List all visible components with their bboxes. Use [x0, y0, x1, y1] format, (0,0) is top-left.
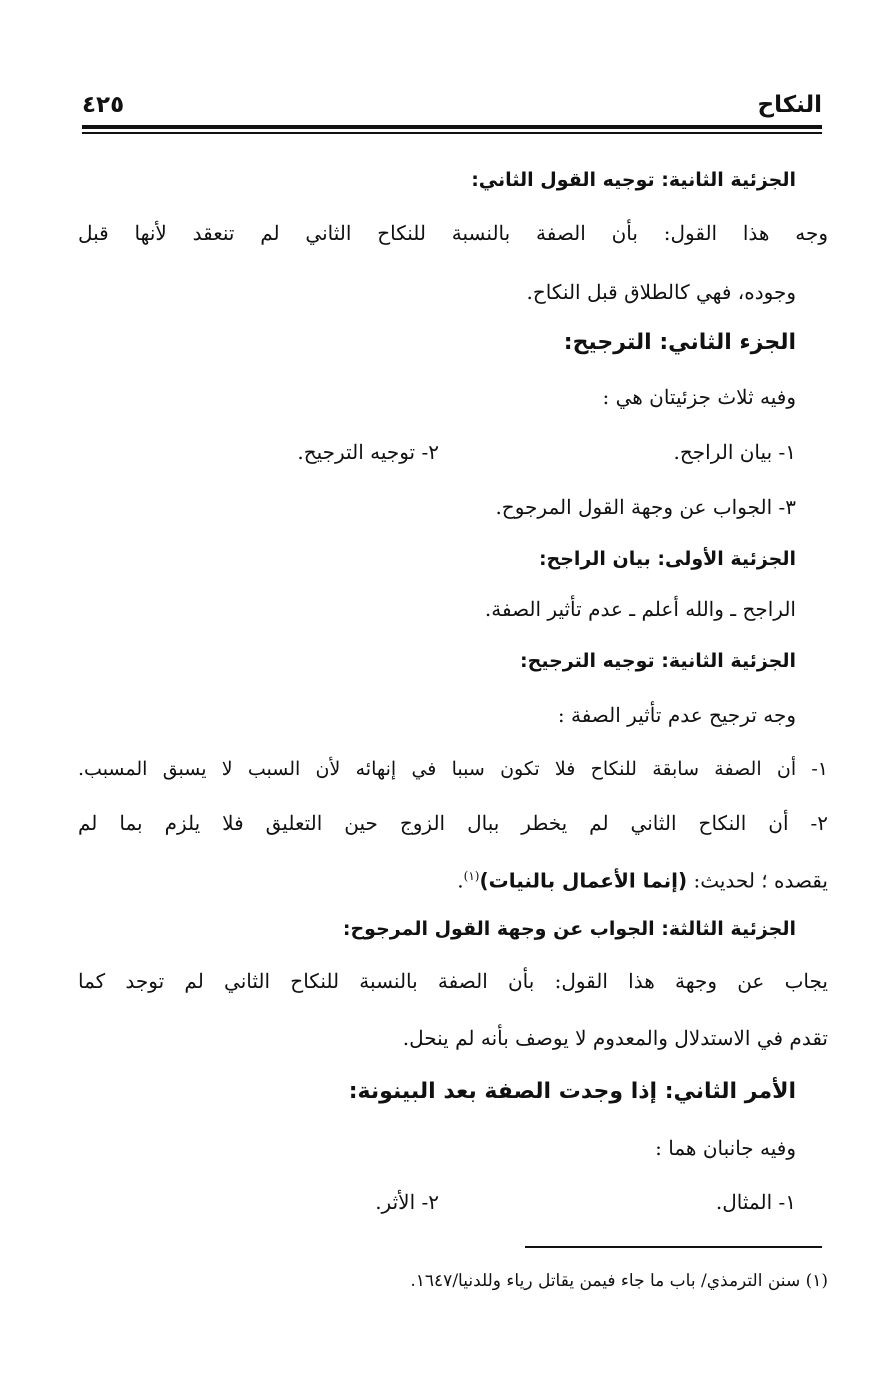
footnote: (١) سنن الترمذي/ باب ما جاء فيمن يقاتل رياء وللدنيا/١٦٤٧.: [410, 1271, 828, 1291]
subsection-heading: الجزئية الثالثة: الجواب عن وجهة القول المرجوح:: [342, 918, 796, 940]
paragraph-line: وفيه ثلاث جزئيتان هي :: [602, 385, 796, 409]
paragraph-line: وجه هذا القول: بأن الصفة بالنسبة للنكاح الثاني لم تنعقد لأنها قبل: [78, 221, 828, 245]
list-item: ٣- الجواب عن وجهة القول المرجوح.: [495, 495, 796, 519]
paragraph-line: ٢- أن النكاح الثاني لم يخطر ببال الزوج حين التعليق فلا يلزم بما لم: [78, 811, 828, 835]
list-item: ٢- الأثر.: [375, 1190, 439, 1214]
list-item: ١- بيان الراجح.: [673, 440, 796, 464]
paragraph-line: تقدم في الاستدلال والمعدوم لا يوصف بأنه لم ينحل.: [402, 1026, 828, 1050]
paragraph-line: الراجح ـ والله أعلم ـ عدم تأثير الصفة.: [484, 597, 796, 621]
sentence-end: .: [457, 868, 464, 893]
list-item: ٢- توجيه الترجيح.: [297, 440, 439, 464]
paragraph-line: وجوده، فهي كالطلاق قبل النكاح.: [526, 280, 796, 304]
section-heading: الأمر الثاني: إذا وجدت الصفة بعد البينونة:: [348, 1079, 796, 1104]
header-rule-thin: [82, 132, 822, 134]
hadith-intro: يقصده ؛ لحديث:: [687, 868, 828, 893]
page-header: [82, 92, 822, 124]
subsection-heading: الجزئية الأولى: بيان الراجح:: [538, 548, 796, 570]
paragraph-line: ١- أن الصفة سابقة للنكاح فلا تكون سببا في إنهائه لأن السبب لا يسبق المسبب.: [78, 758, 828, 780]
subsection-heading: الجزئية الثانية: توجيه الترجيح:: [520, 650, 796, 672]
paragraph-line: [78, 861, 828, 896]
page-number: ٤٢٥: [82, 92, 125, 118]
paragraph-line: وفيه جانبان هما :: [655, 1136, 796, 1160]
chapter-title: النكاح: [757, 92, 822, 118]
footnote-ref: (١): [463, 869, 480, 883]
hadith-quote: (إنما الأعمال بالنيات): [479, 868, 688, 893]
header-rule-thick: [82, 125, 822, 129]
section-heading: الجزء الثاني: الترجيح:: [563, 330, 796, 355]
footnote-rule: [525, 1246, 822, 1248]
list-item: ١- المثال.: [715, 1190, 796, 1214]
subsection-heading: الجزئية الثانية: توجيه القول الثاني:: [471, 169, 796, 191]
paragraph-line: يجاب عن وجهة هذا القول: بأن الصفة بالنسبة للنكاح الثاني لم توجد كما: [78, 969, 828, 993]
paragraph-line: وجه ترجيح عدم تأثير الصفة :: [557, 703, 796, 727]
